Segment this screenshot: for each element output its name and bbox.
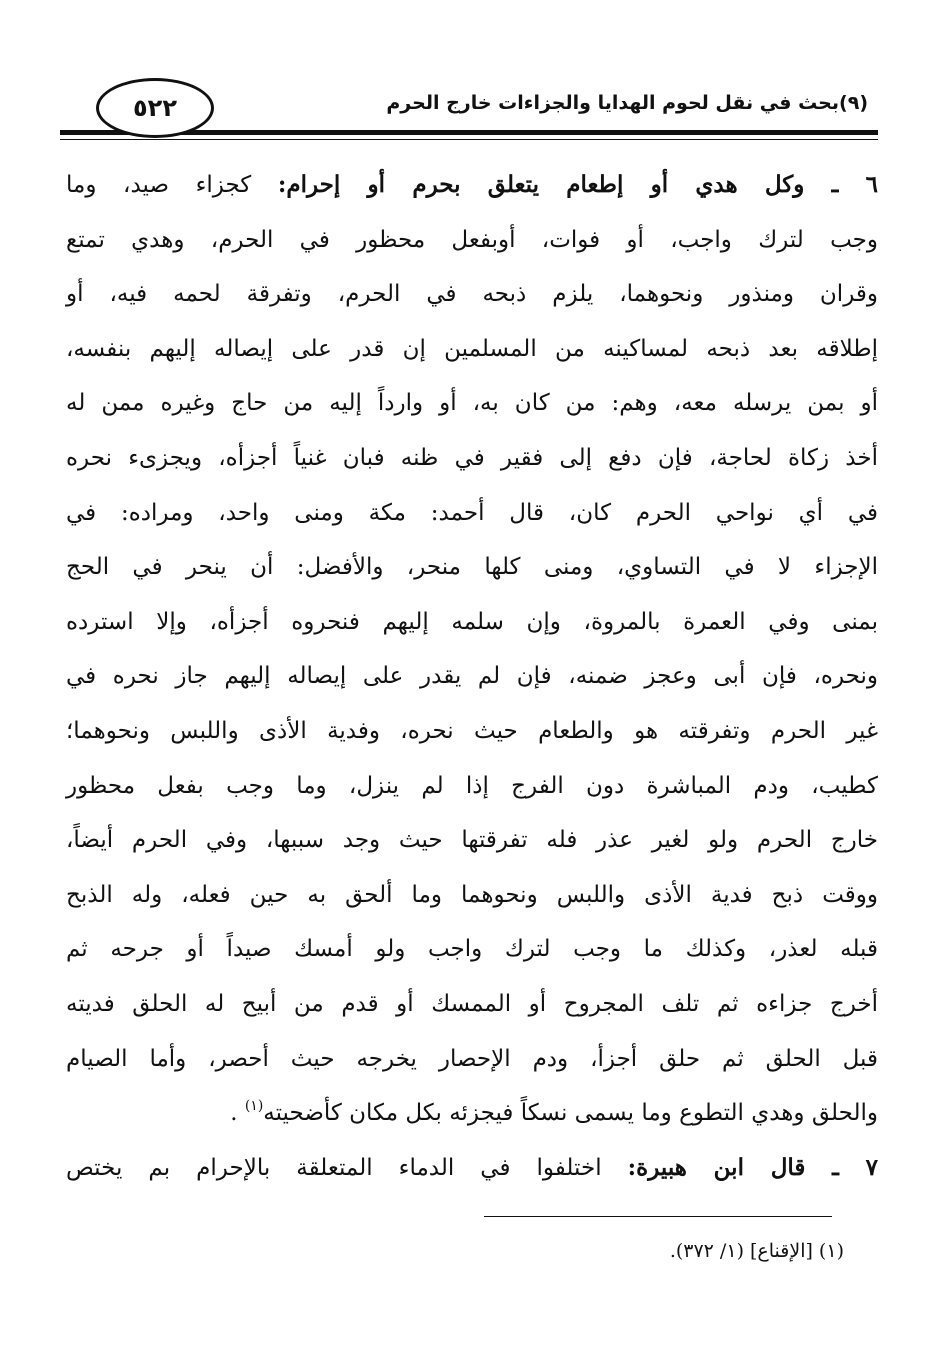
text-line: قبله لعذر، وكذلك ما وجب لترك واجب ولو أمسك صيداً أو جرحه ثم (66, 936, 878, 963)
text-line: ووقت ذبح فدية الأذى واللبس ونحوهما وما ألحق به حين فعله، وله الذبح (66, 881, 878, 908)
footnote-reference[interactable]: (١) (244, 1098, 264, 1115)
text-line: ٦ ـ وكل هدي أو إطعام يتعلق بحرم أو إحرام: كجزاء صيد، وما (66, 171, 879, 198)
text-line: إطلاقه بعد ذبحه لمساكينه من المسلمين إن قدر على إيصاله إليهم بنفسه، (66, 335, 878, 362)
text-line: بمنى وفي العمرة بالمروة، وإن سلمه إليهم فنحروه أجزأه، وإلا استرده (66, 608, 878, 635)
text-line: الإجزاء لا في التساوي، ومنى كلها منحر، والأفضل: أن ينحر في الحج (66, 554, 878, 581)
text-line: أخذ زكاة لحاجة، فإن دفع إلى فقير في ظنه فبان غنياً أجزأه، ويجزىء نحره (66, 444, 878, 471)
item-6-heading: ٦ ـ وكل هدي أو إطعام يتعلق بحرم أو إحرام: (277, 171, 879, 198)
text-line: أو بمن يرسله معه، وهم: من كان به، أو وارداً إليه من حاج وغيره ممن له (66, 390, 878, 417)
text-line: وقران ومنذور ونحوهما، يلزم ذبحه في الحرم، وتفرقة لحمه فيه، أو (66, 281, 878, 308)
item-7-heading: ٧ ـ قال ابن هبيرة: (627, 1153, 879, 1181)
text-line: أخرج جزاءه ثم تلف المجروح أو الممسك أو قدم من أبيح له الحلق فديته (66, 990, 878, 1017)
page-number: ٥٢٢ (96, 78, 214, 138)
footnote: (١) [الإقناع] (١/ ٣٧٢). (669, 1240, 844, 1262)
text-line: ونحره، فإن أبى وعجز ضمنه، فإن لم يقدر على إيصاله إليهم جاز نحره في (66, 663, 878, 690)
text-line: في أي نواحي الحرم كان، قال أحمد: مكة ومنى واحد، ومراده: في (66, 499, 878, 526)
text-line: خارج الحرم ولو لغير عذر فله تفرقتها حيث وجد سببها، وفي الحرم أيضاً، (66, 827, 878, 854)
text-line: قبل الحلق ثم حلق أجزأ، ودم الإحصار يخرجه حيث أحصر، وأما الصيام (66, 1045, 878, 1072)
text-line: وجب لترك واجب، أو فوات، أوبفعل محظور في الحرم، وهدي تمتع (66, 226, 878, 253)
running-title: (٩)بحث في نقل لحوم الهدايا والجزاءات خارج الحرم (386, 92, 868, 114)
footnote-separator (484, 1216, 832, 1217)
header-rule-thin (60, 139, 878, 140)
main-text (66, 158, 878, 1195)
text-line: غير الحرم وتفرقته هو والطعام حيث نحره، وفدية الأذى واللبس ونحوهما؛ (66, 717, 878, 744)
page-header (60, 78, 878, 148)
text-line: والحلق وهدي التطوع وما يسمى نسكاً فيجزئه بكل مكان كأضحيته$^{(١)}$ . (230, 1098, 878, 1127)
text-line: كطيب، ودم المباشرة دون الفرج إذا لم ينزل، وما وجب بفعل محظور (66, 772, 878, 799)
text-line: ٧ ـ قال ابن هبيرة: اختلفوا في الدماء المتعلقة بالإحرام بم يختص (66, 1153, 879, 1181)
